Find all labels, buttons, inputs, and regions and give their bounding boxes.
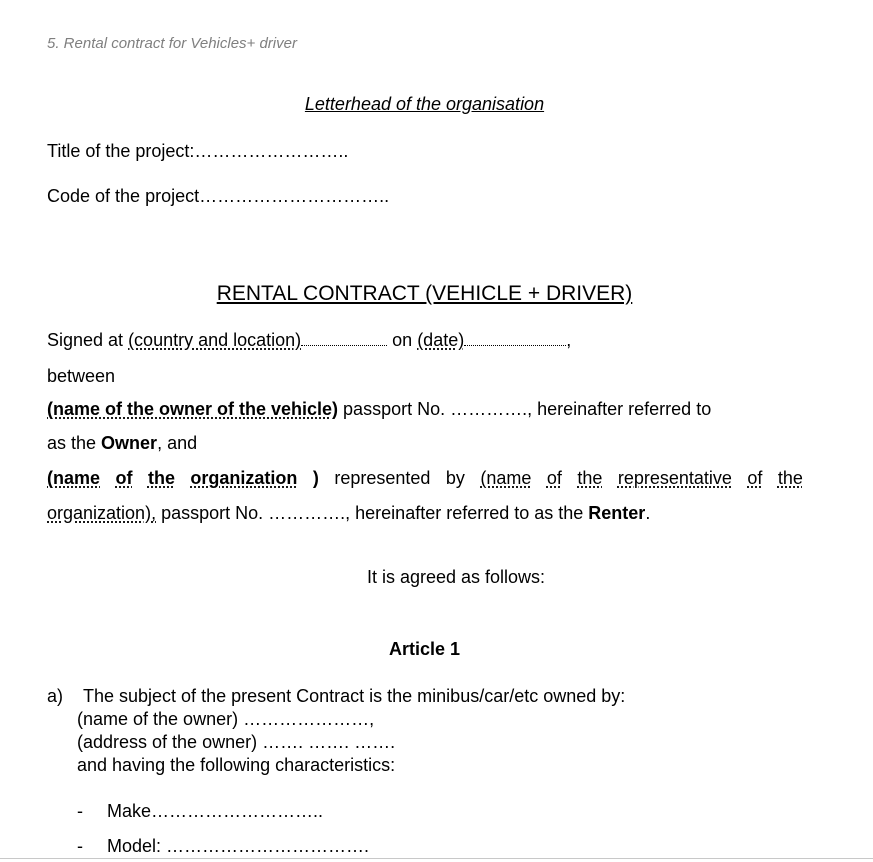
owner-line — [47, 399, 711, 420]
agreed-text: It is agreed as follows: — [366, 567, 546, 587]
signed-suffix: , — [566, 330, 572, 350]
org-word-2: of — [115, 468, 133, 488]
project-title-field: Title of the project:…………………….. — [47, 141, 349, 161]
org-word-3: the — [147, 468, 175, 488]
owner-name-field: (name of the owner) …………………, — [77, 709, 375, 729]
letterhead-placeholder: Letterhead of the organisation — [304, 94, 545, 114]
org-cont-passport: passport No. — [156, 503, 264, 523]
owner-passport-label: passport No. — [338, 399, 446, 419]
characteristics-text: and having the following characteristics: — [77, 755, 396, 775]
org-cont-dots: …………., — [263, 503, 356, 523]
owner-address-field: (address of the owner) ……. ……. ……. — [77, 732, 396, 752]
spec-dash-make: - — [77, 801, 83, 821]
spec-dash-model: - — [77, 836, 83, 856]
org-word-7: by — [445, 468, 465, 488]
signed-line — [47, 330, 571, 351]
signed-prefix: Signed at — [47, 330, 129, 350]
owner-cont-prefix: as the — [47, 433, 102, 453]
spec-make: Make……………………….. — [107, 801, 324, 821]
location-dotfill — [301, 331, 387, 346]
project-code-field: Code of the project………………………….. — [47, 186, 390, 206]
org-cont-period: . — [645, 503, 651, 523]
org-word-11: representative — [617, 468, 732, 488]
org-word-10: the — [577, 468, 603, 488]
contract-title: RENTAL CONTRACT (VEHICLE + DRIVER) — [216, 282, 633, 305]
renter-term: Renter — [588, 503, 646, 523]
org-word-4: organization — [190, 468, 298, 488]
item-a-marker: a) — [47, 686, 64, 706]
owner-cont-suffix: , and — [157, 433, 198, 453]
date-dotfill — [464, 331, 566, 346]
spec-model: Model: ……………………………. — [107, 836, 370, 856]
owner-passport-dots: …………., hereinafter referred to — [445, 399, 712, 419]
between-text: between — [47, 366, 116, 386]
owner-name-placeholder: (name of the owner of the vehicle) — [47, 399, 339, 419]
org-word-12: of — [747, 468, 763, 488]
org-word-5: ) — [312, 468, 319, 488]
owner-term: Owner — [101, 433, 158, 453]
org-word-8: (name — [480, 468, 532, 488]
org-cont-referred: hereinafter referred to as the — [355, 503, 589, 523]
org-word-6: represented — [334, 468, 431, 488]
owner-line-continuation — [47, 433, 197, 454]
article-1-heading: Article 1 — [388, 639, 461, 659]
header-note: 5. Rental contract for Vehicles+ driver — [47, 35, 297, 52]
org-word-9: of — [546, 468, 562, 488]
signed-date: (date) — [417, 330, 465, 350]
signed-location: (country and location) — [128, 330, 302, 350]
item-a-text: The subject of the present Contract is the minibus/car/etc owned by: — [83, 686, 626, 706]
org-word-1: (name — [47, 468, 101, 488]
signed-on: on — [387, 330, 418, 350]
org-cont-name: organization), — [47, 503, 157, 523]
organization-line-continuation — [47, 503, 650, 524]
page-bottom-divider — [0, 858, 873, 859]
org-word-13: the — [777, 468, 803, 488]
organization-line — [47, 468, 803, 489]
